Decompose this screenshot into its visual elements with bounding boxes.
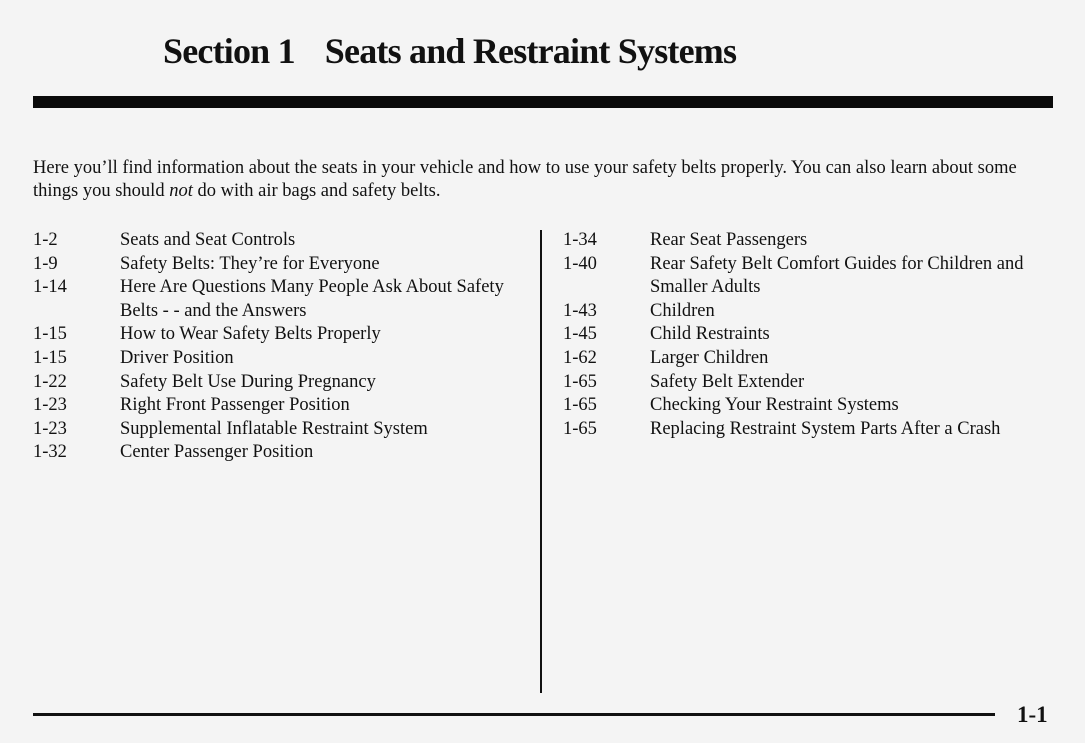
- page-title: [163, 30, 736, 72]
- toc-title: Replacing Restraint System Parts After a Crash: [650, 418, 1001, 439]
- toc-page: 1-40: [563, 253, 597, 274]
- toc-page: 1-2: [33, 230, 58, 250]
- toc-page: 1-43: [563, 300, 597, 321]
- toc-page: 1-45: [563, 324, 597, 345]
- toc-entry: [33, 323, 533, 347]
- intro-emphasis: not: [169, 181, 193, 201]
- toc-page: 1-34: [563, 230, 597, 250]
- toc-title: Driver Position: [120, 347, 234, 368]
- toc-title: Supplemental Inflatable Restraint System: [120, 418, 428, 439]
- toc-page: 1-22: [33, 371, 67, 392]
- column-divider: [540, 230, 542, 693]
- toc-page: 1-9: [33, 253, 58, 274]
- toc-page: 1-15: [33, 347, 67, 368]
- section-title: Seats and Restraint Systems: [324, 31, 737, 71]
- toc-entry: [563, 418, 1063, 442]
- toc-entry: [563, 300, 1063, 324]
- toc-title: Safety Belt Use During Pregnancy: [120, 371, 376, 392]
- toc-page: 1-65: [563, 395, 597, 416]
- toc-entry: [563, 253, 1063, 300]
- toc-title: Children: [650, 300, 715, 321]
- toc-page: 1-32: [33, 442, 67, 463]
- toc-entry: [33, 276, 533, 323]
- toc-title: Rear Safety Belt Comfort Guides for Children and Smaller Adults: [650, 253, 1024, 298]
- toc-right-column: [563, 229, 1063, 441]
- toc-title: Safety Belts: They’re for Everyone: [120, 253, 380, 274]
- toc-entry: [33, 394, 533, 418]
- toc-title: Seats and Seat Controls: [120, 230, 296, 250]
- toc-page: 1-14: [33, 277, 67, 298]
- toc-page: 1-65: [563, 418, 597, 439]
- section-label: Section 1: [163, 31, 295, 71]
- toc-page: 1-23: [33, 418, 67, 439]
- toc-entry: [33, 371, 533, 395]
- toc-page: 1-62: [563, 347, 597, 368]
- toc-page: 1-23: [33, 395, 67, 416]
- intro-text-end: do with air bags and safety belts.: [192, 181, 441, 201]
- toc-title: Safety Belt Extender: [650, 371, 805, 392]
- toc-entry: [563, 371, 1063, 395]
- toc-entry: [563, 394, 1063, 418]
- toc-title: Right Front Passenger Position: [120, 395, 350, 416]
- toc-entry: [563, 323, 1063, 347]
- toc-entry: [33, 253, 533, 277]
- toc-entry: [33, 418, 533, 442]
- toc-title: Here Are Questions Many People Ask About Safety Belts - - and the Answers: [120, 277, 504, 321]
- footer-rule: [33, 713, 995, 716]
- page-number: 1-1: [1017, 702, 1048, 727]
- toc-entry: [563, 347, 1063, 371]
- toc-title: Larger Children: [650, 347, 769, 368]
- toc-entry: [33, 347, 533, 371]
- intro-text: Here you’ll find information about the seats in your vehicle and how to use your safety belts properly. You can also learn about some things you should: [33, 158, 1017, 201]
- toc-title: Child Restraints: [650, 324, 770, 345]
- toc-title: How to Wear Safety Belts Properly: [120, 324, 381, 345]
- toc-title: Rear Seat Passengers: [650, 230, 808, 250]
- toc-entry: [563, 229, 1063, 253]
- toc-page: 1-65: [563, 371, 597, 392]
- toc-entry: [33, 229, 533, 253]
- toc-left-column: [33, 229, 533, 465]
- intro-paragraph: [33, 157, 1043, 203]
- header-rule: [33, 96, 1053, 108]
- toc-title: Checking Your Restraint Systems: [650, 395, 899, 416]
- toc-entry: [33, 441, 533, 465]
- toc-page: 1-15: [33, 324, 67, 345]
- toc-title: Center Passenger Position: [120, 442, 314, 463]
